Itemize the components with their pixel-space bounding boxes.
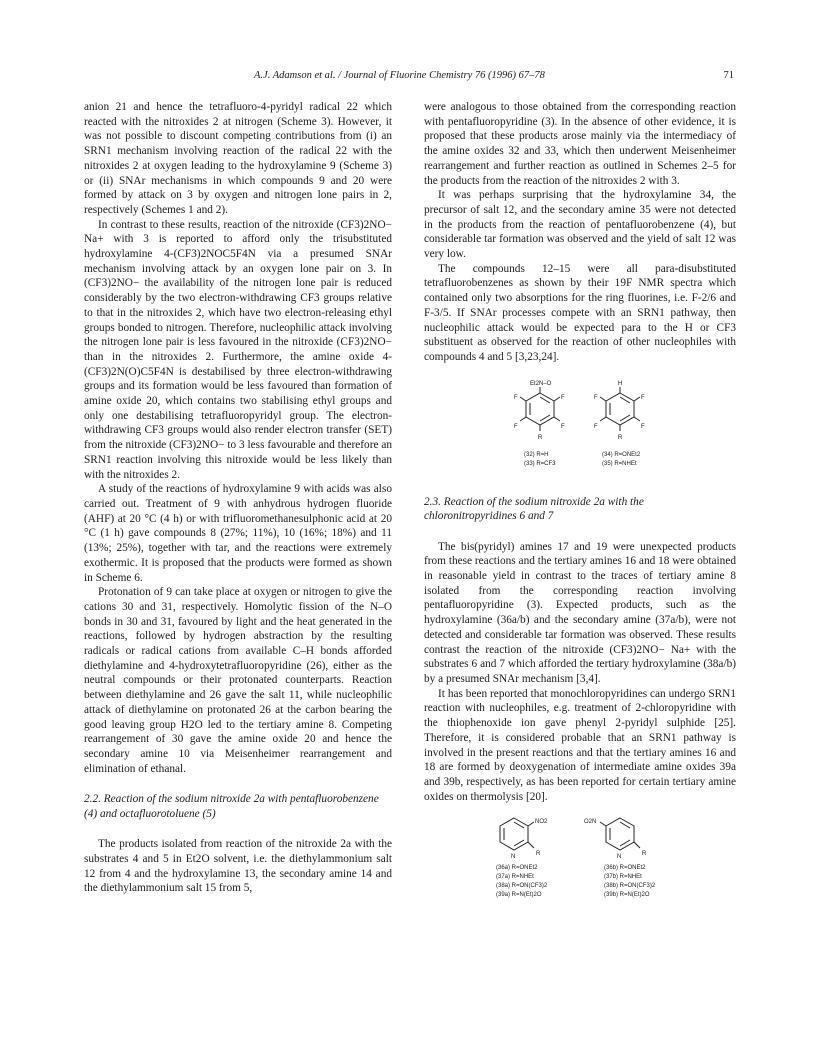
paragraph: anion 21 and hence the tetrafluoro-4-pyridyl radical 22 which reacted with the nitroxides 2 at nitrogen (Scheme 3). However, it was not possible to discount competing contributions from (i) an SRN1 mechanism involving reaction of the radical 22 with the nitroxides 2 at oxygen leading to the hydroxylamine 9 (Scheme 3) or (ii) SNAr mechanisms in which compounds 9 and 20 were formed by attack on 3 by oxygen and nitrogen lone pairs in 2, respectively (Schemes 1 and 2). — [84, 101, 392, 216]
paragraph: were analogous to those obtained from the corresponding reaction with pentafluoropyridine (3). In the absence of other evidence, it is proposed that these products arose mainly via the intermediacy of the amine oxides 32 and 33, which then underwent Meisenheimer rearrangement and further reaction as outlined in Schemes 2–5 for the products from the reaction of the nitroxides 2 with 3. — [424, 101, 736, 187]
nitroxide-group-label: Et2N–O — [530, 380, 552, 387]
nitro-group-label: NO2 — [535, 819, 548, 826]
nitrogen-label: N — [617, 854, 622, 861]
fluorine-label: F — [514, 423, 518, 430]
fluorine-label: F — [641, 423, 645, 430]
fluorine-label: F — [561, 423, 565, 430]
paragraph: The bis(pyridyl) amines 17 and 19 were unexpected products from these reactions and the tertiary amines 16 and 18 were obtained in reasonable yield in contrast to the traces of tertiary amine 8 isolated from the corresponding reaction involving pentafluoropyridine (3). Expected products, such as the hydroxylamine (36a/b) and the secondary amine (37a/b), were not detected and considerable tar formation was observed. These results contrast the reaction of the nitroxide (CF3)2NO− Na+ with the substrates 6 and 7 which afforded the tertiary hydroxylamine (38a/b) by a presumed SNAr mechanism [3,4]. — [424, 540, 736, 685]
r-group-label: R — [642, 851, 647, 858]
r-group-label: R — [536, 851, 541, 858]
paragraph: In contrast to these results, reaction of the nitroxide (CF3)2NO− Na+ with 3 is reported to afford only the trisubstituted hydroxylamine 4-(CF3)2NOC5F4N via a presumed SNAr mechanism involving attack by an oxygen lone pair on 3. In (CF3)2NO− the availability of the nitrogen lone pair is reduced considerably by the two electron-withdrawing CF3 groups relative to that in the nitroxides 2, which have two electron-releasing ethyl groups bonded to nitrogen. Therefore, nucleophilic attack involving the nitrogen lone pair is less favoured in the nitroxide (CF3)2NO− than in the nitroxides 2. Furthermore, the amine oxide 4-(CF3)2N(O)C5F4N is destabilised by three electron-withdrawing groups and its formation would be less favoured than formation of amine oxide 20, which contains two stabilising ethyl groups and only one destabilising tetrafluoropyridyl group. The electron-withdrawing CF3 groups would also render electron transfer (SET) from the nitroxide (CF3)2NO− to 3 less favourable and therefore an SRN1 reaction involving this nitroxide would be less likely than with the nitroxides 2. — [84, 218, 392, 481]
paragraph: It was perhaps surprising that the hydroxylamine 34, the precursor of salt 12, and the secondary amine 35 were not detected in the products from the reaction of pentafluorobenzene (4), but considerable tar formation was observed and the yield of salt 12 was very low. — [424, 189, 736, 261]
compound-caption-right: (36b) R=ONEt2 (37b) R=NHEt (38b) R=ON(CF3)2 (39b) R=N(Et)2O — [604, 865, 656, 899]
benzene-structures-drawing — [424, 379, 736, 449]
nitro-group-label: O2N — [584, 819, 597, 826]
structure-figure-pyridines — [424, 808, 736, 908]
running-header — [84, 70, 734, 86]
paragraph: The compounds 12–15 were all para-disubstituted tetrafluorobenzenes as shown by their 19F NMR spectra which contained only two absorptions for the ring fluorines, i.e. F-2/6 and F-3/5. If SNAr processes compete with an SRN1 pathway, then nucleophilic attack would be expected para to the H or CF3 substituent as observed for the reaction of other nucleophiles with compounds 4 and 5 [3,23,24]. — [424, 262, 736, 363]
paragraph: It has been reported that monochloropyridines can undergo SRN1 reaction with nucleophiles, e.g. treatment of 2-chloropyridine with the thiophenoxide ion gave phenyl 2-pyridyl sulphide [25]. Therefore, it is considered probable that an SRN1 pathway is involved in the present reactions and that the tertiary amines 16 and 18 are formed by deoxygenation of intermediate amine oxides 39a and 39b, respectively, as has been reported for certain tertiary amine oxides on thermolysis [20]. — [424, 687, 736, 803]
pyridine-structures-drawing — [424, 808, 736, 868]
fluorine-label: F — [641, 394, 645, 401]
paragraph: The products isolated from reaction of the nitroxide 2a with the substrates 4 and 5 in Et2O solvent, i.e. the diethylammonium salt 12 from 4 and the hydroxylamine 13, the secondary amine 14 and the diethylammonium salt 15 from 5, — [84, 838, 392, 895]
section-heading: 2.3. Reaction of the sodium nitroxide 2a with the chloronitropyridines 6 and 7 — [424, 495, 644, 523]
paragraph: A study of the reactions of hydroxylamine 9 with acids was also carried out. Treatment of 9 with anhydrous hydrogen fluoride (AHF) at 20 °C (4 h) or with trifluoromethanesulphonic acid at 20 °C (1 h) gave compounds 8 (27%; 11%), 10 (16%; 18%) and 11 (13%; 25%), together with tar, and the reactions were extremely exothermic. It is proposed that the products were formed as shown in Scheme 6. — [84, 483, 392, 584]
compound-caption-left: (36a) R=ONEt2 (37a) R=NHEt (38a) R=ON(CF3)2 (39a) R=N(Et)2O — [496, 865, 548, 899]
fluorine-label: F — [561, 394, 565, 401]
hydrogen-label: H — [618, 380, 623, 387]
fluorine-label: F — [594, 394, 598, 401]
left-column — [84, 100, 392, 896]
page-number: 71 — [723, 70, 734, 81]
fluorine-label: F — [514, 394, 518, 401]
right-column — [424, 100, 736, 908]
r-group-label: R — [538, 434, 543, 441]
section-heading: 2.2. Reaction of the sodium nitroxide 2a with pentafluorobenzene (4) and octafluorotoluene (5) — [84, 793, 379, 820]
fluorine-label: F — [594, 423, 598, 430]
r-group-label: R — [618, 434, 623, 441]
nitrogen-label: N — [511, 854, 516, 861]
running-title: A.J. Adamson et al. / Journal of Fluorine Chemistry 76 (1996) 67–78 — [254, 70, 545, 81]
paragraph: Protonation of 9 can take place at oxygen or nitrogen to give the cations 30 and 31, respectively. Homolytic fission of the N–O bonds in 30 and 31, favoured by light and the heat generated in the reactions, followed by hydrogen abstraction by the resulting radicals or radical cations from available C–H bonds afforded diethylamine and 4-hydroxytetrafluoropyridine (26), either as the neutral compounds or their protonated counterparts. Reaction between diethylamine and 26 gave the salt 11, while nucleophilic attack of diethylamine on protonated 26 at the carbon bearing the good leaving group H2O led to the tertiary amine 8. Competing rearrangement of 30 gave the amine oxide 20 and hence the secondary amine 10 via Meisenheimer rearrangement and elimination of ethanal. — [84, 586, 392, 775]
structure-figure-benzenes — [424, 379, 736, 479]
compound-caption-right: (34) R=ONEt2 (35) R=NHEt — [602, 451, 641, 467]
compound-caption-left: (32) R=H (33) R=CF3 — [524, 451, 556, 467]
